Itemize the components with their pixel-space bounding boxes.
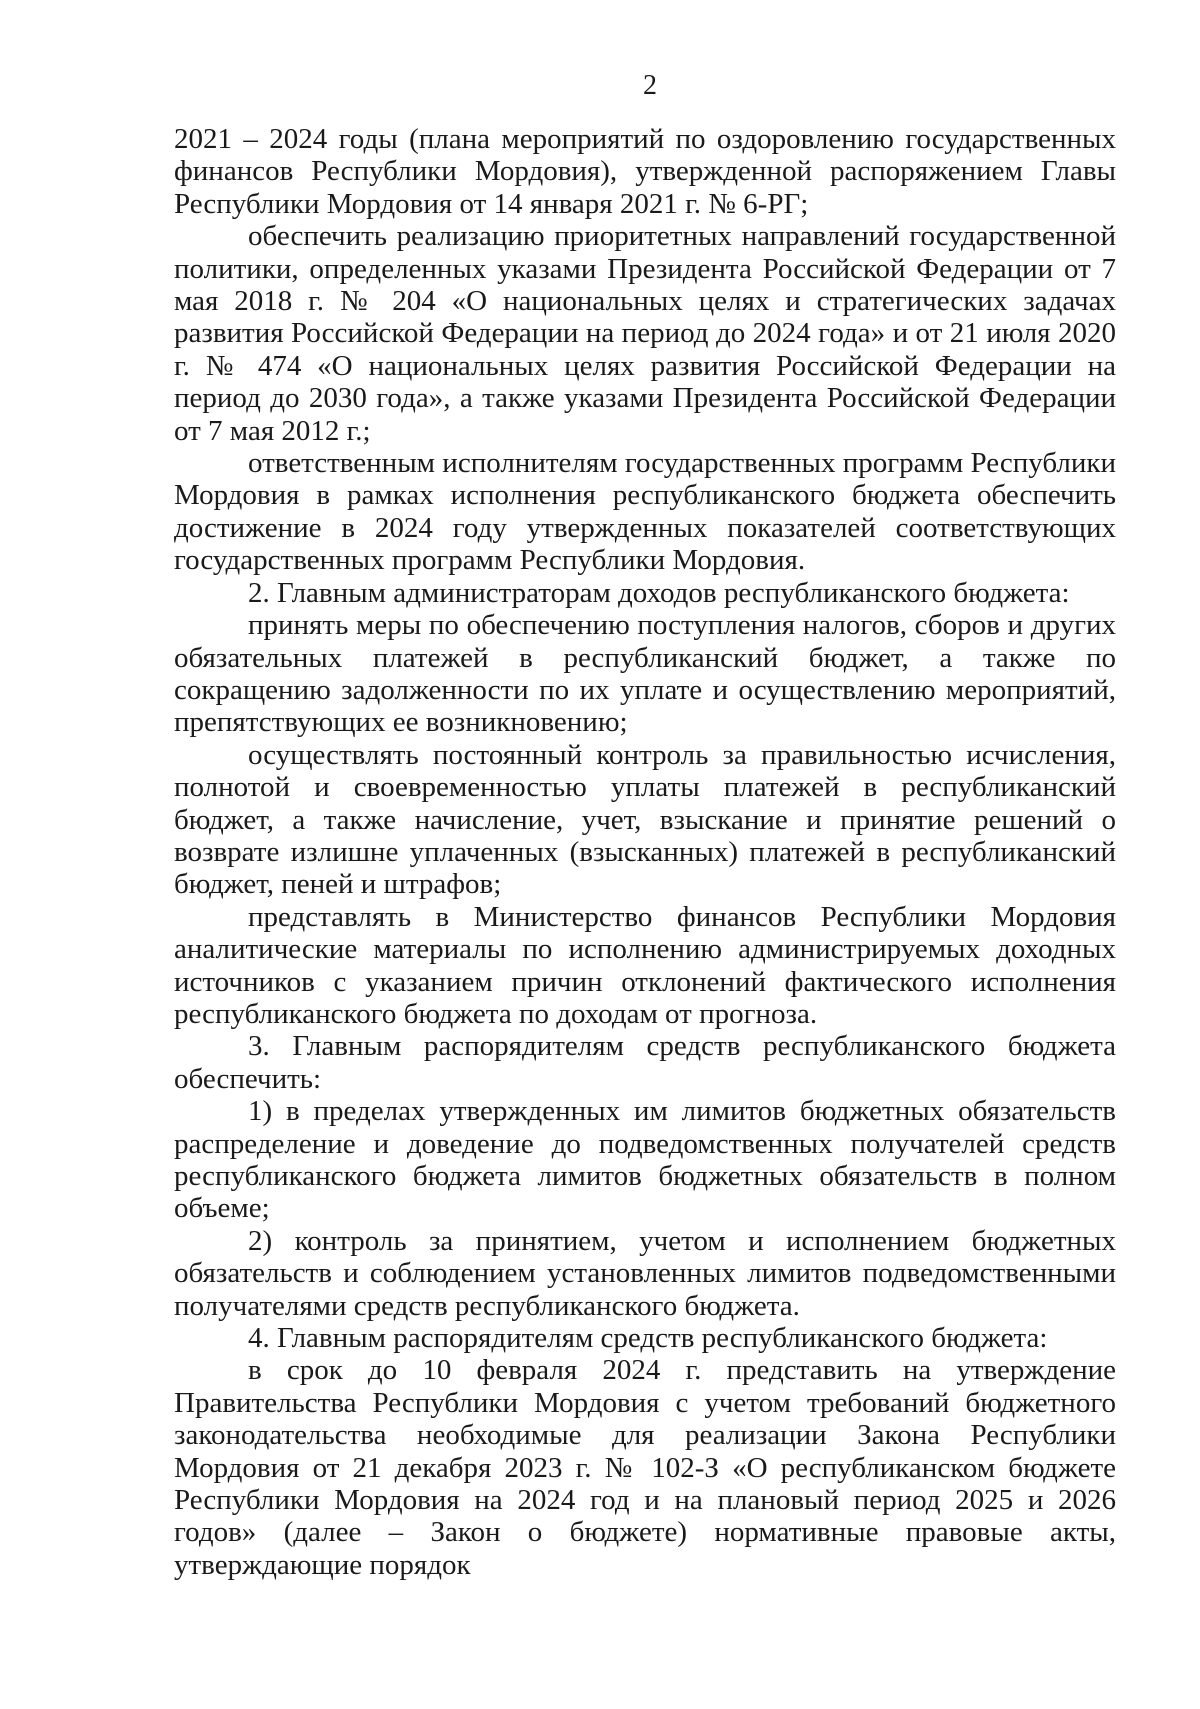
paragraph-analytic-materials: представлять в Министерство финансов Республики Мордовия аналитические материалы по исполнению администрируемых доходных источников с указанием причин отклонений фактического исполнения республиканского бюджета по доходам от прогноза. <box>174 900 1116 1030</box>
paragraph-payment-control: осуществлять постоянный контроль за правильностью исчисления, полнотой и своевременностью уплаты платежей в республиканский бюджет, а также начисление, учет, взыскание и принятие решений о возврате излишне уплаченных (взысканных) платежей в республиканский бюджет, пеней и штрафов; <box>174 738 1116 901</box>
clause-3-item-1: 1) в пределах утвержденных им лимитов бюджетных обязательств распределение и доведение до подведомственных получателей средств республиканского бюджета лимитов бюджетных обязательств в полном объеме; <box>174 1095 1116 1225</box>
document-body <box>174 123 1116 1581</box>
clause-2-heading: 2. Главным администраторам доходов республиканского бюджета: <box>248 576 1070 609</box>
clause-3-heading: 3. Главным распорядителям средств республиканского бюджета обеспечить: <box>174 1030 1116 1095</box>
paragraph-priority-directions: обеспечить реализацию приоритетных направлений государственной политики, определенных указами Президента Российской Федерации от 7 мая 2018 г. № 204 «О национальных целях и стратегических задачах развития Российской Федерации на период до 2024 года» и от 21 июля 2020 г. № 474 «О национальных целях развития Российской Федерации на период до 2030 года», а также указами Президента Российской Федерации от 7 мая 2012 г.; <box>174 220 1116 447</box>
page-number: 2 <box>643 70 657 101</box>
paragraph-continuation: 2021 – 2024 годы (плана мероприятий по оздоровлению государственных финансов Республики Мордовия), утвержденной распоряжением Главы Республики Мордовия от 14 января 2021 г. № 6-РГ; <box>174 123 1116 220</box>
clause-3-item-2: 2) контроль за принятием, учетом и исполнением бюджетных обязательств и соблюдением установленных лимитов подведомственными получателями средств республиканского бюджета. <box>174 1224 1116 1322</box>
clause-4-heading: 4. Главным распорядителям средств республиканского бюджета: <box>248 1322 1048 1355</box>
paragraph-program-executors: ответственным исполнителям государственных программ Республики Мордовия в рамках исполнения республиканского бюджета обеспечить достижение в 2024 году утвержденных показателей соответствующих государственных программ Республики Мордовия. <box>174 447 1116 577</box>
paragraph-budget-law-acts: в срок до 10 февраля 2024 г. представить на утверждение Правительства Республики Мордовия с учетом требований бюджетного законодательства необходимые для реализации Закона Республики Мордовия от 21 декабря 2023 г. № 102-З «О республиканском бюджете Республики Мордовия на 2024 год и на плановый период 2025 и 2026 годов» (далее – Закон о бюджете) нормативные правовые акты, утверждающие порядок <box>174 1354 1116 1581</box>
paragraph-tax-revenue-measures: принять меры по обеспечению поступления налогов, сборов и других обязательных платежей в республиканский бюджет, а также по сокращению задолженности по их уплате и осуществлению мероприятий, препятствующих ее возникновению; <box>174 609 1116 739</box>
